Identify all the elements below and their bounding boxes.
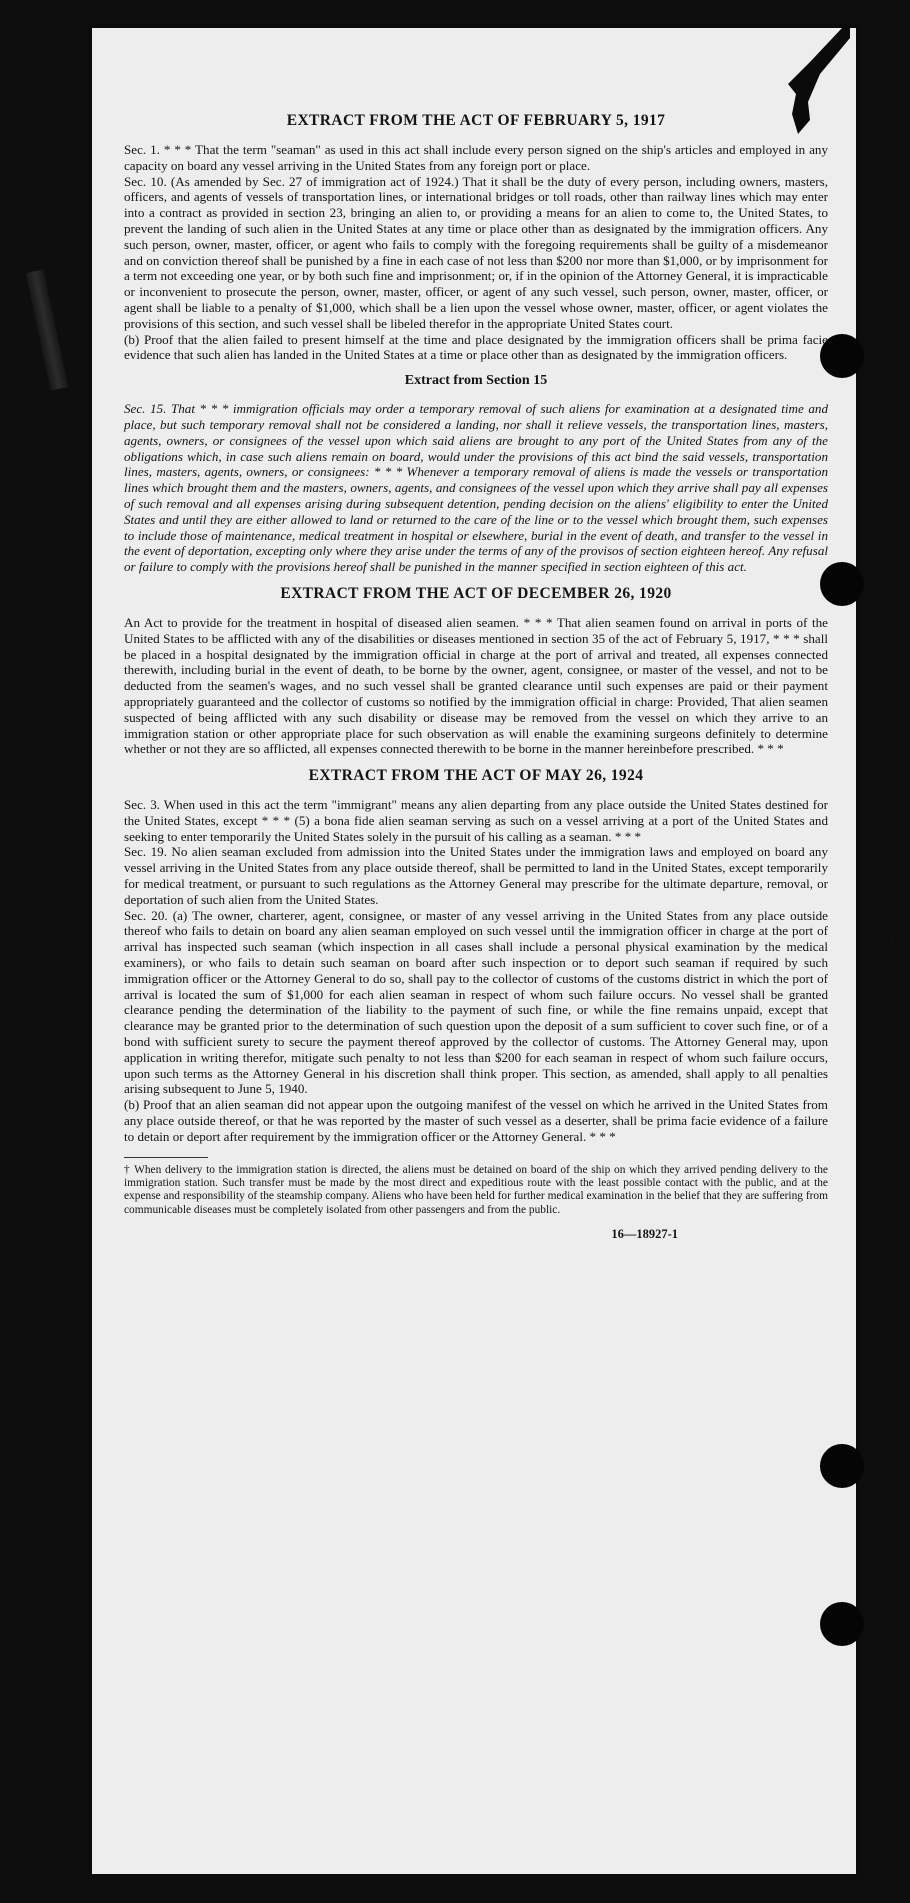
footnote: † When delivery to the immigration station is directed, the aliens must be detained on board of the ship on which they arrived pending delivery to the immigration station. Such transfer must be made by the most direct and expeditious route with the least possible contact with the public, and at the expense and responsibility of the steamship company. Aliens who have been held for further medical examination in the belief that they are suffering from communicable diseases must be completely isolated from other passengers and from the public. — [124, 1163, 828, 1216]
ink-mark: • — [888, 933, 897, 949]
heading-act-1924: EXTRACT FROM THE ACT OF MAY 26, 1924 — [308, 767, 644, 785]
section-10: Sec. 10. (As amended by Sec. 27 of immigration act of 1924.) That it shall be the duty of every person, including owners, masters, officers, and agents of vessels of transportation lines, or international bridges or toll roads, other than railway lines which may enter into a contract as provided in section 23, bringing an alien to, or providing a means for an alien to come to, the United States, to prevent the landing of such alien in the United States at any time or place other than as designated by the immigration officers. Any such person, owner, master, officer, or agent who fails to comply with the foregoing requirements shall be guilty of a misdemeanor and on conviction thereof shall be punished by a fine in each case of not less than $200 nor more than $1,000, or by imprisonment for a term not exceeding one year, or by both such fine and imprisonment; or, if in the opinion of the Attorney General, it is impracticable or inconvenient to prosecute the person, owner, master, officer, or agent of any such vessel, such person, owner, master, officer, or agent shall be liable to a penalty of $1,000, which shall be a lien upon the vessel whose owner, master, officer, or agent violates the provisions of this section, and such vessel shall be libeled therefor in the appropriate United States court. — [124, 173, 828, 331]
heading-section-15: Extract from Section 15 — [404, 373, 548, 389]
document-page — [92, 28, 897, 1874]
section-15: Sec. 15. That * * * immigration officials may order a temporary removal of such aliens for examination at a designated time and place, but such temporary removal shall not be considered a landing, nor shall it relieve vessels, the transportation lines, masters, agents, owners, or consignees of the vessel upon which said aliens are brought to any port of the United States from any of the obligations which, in case such aliens remain on board, would under the provisions of this act bind the said vessels, transportation lines, masters, agents, owners, or consignees: * * * Whenever a temporary removal of aliens is made the vessels or transportation lines which brought them and the masters, owners, agents, and consignees of the vessel upon which they arrive shall pay all expenses of such removal and all expenses arising during subsequent detention, pending decision on the aliens' eligibility to enter the United States and until they are either allowed to land or returned to the care of the line or to the vessel which brought them, such expenses to include those of maintenance, medical treatment in hospital or elsewhere, burial in the event of death, and transfer to the vessel in the event of deportation, excepting only where they arise under the terms of any of the provisos of section eighteen hereof. Any refusal or failure to comply with the provisions hereof shall be punished in the manner specified in section eighteen of this act. — [124, 401, 828, 575]
footnote-divider — [124, 1157, 208, 1158]
section-20a: Sec. 20. (a) The owner, charterer, agent, consignee, or master of any vessel arriving in the United States from any place outside thereof who fails to detain on board any alien seaman employed on such vessel until the immigration officer in charge at the port of arrival has inspected such seaman (which inspection in all cases shall include a personal physical examination by the medical examiners), or who fails to detain such seaman on board after such inspection or to deport such seaman if required by such immigration officer or the Attorney General to do so, shall pay to the collector of customs of the customs district in which the port of arrival is located the sum of $1,000 for each alien seaman in respect of whom such failure occurs. No vessel shall be granted clearance pending the determination of the liability to the payment of such fine, or while the fine remains unpaid, except that clearance may be granted prior to the determination of such question upon the deposit of a sum sufficient to cover such fine, or of a bond with sufficient surety to secure the payment thereof approved by the collector of customs. The Attorney General may, upon application in writing therefor, mitigate such penalty to not less than $200 for each seaman in respect of whom such failure occurs, upon such terms as the Attorney General in his discretion shall think proper. This section, as amended, shall apply to all penalties arising subsequent to June 5, 1940. — [124, 907, 828, 1097]
scan-shadow — [26, 269, 69, 390]
punch-hole — [820, 1444, 864, 1488]
heading-act-1920: EXTRACT FROM THE ACT OF DECEMBER 26, 1920 — [280, 584, 672, 602]
punch-hole — [820, 1602, 864, 1646]
section-19: Sec. 19. No alien seaman excluded from admission into the United States under the immigration laws and employed on board any vessel arriving in the United States from any place outside thereof, shall be permitted to land in the United States, except temporarily for medical treatment, or pursuant to such regulations as the Attorney General may prescribe for the ultimate departure, removal, or deportation of such alien from the United States. — [124, 844, 828, 907]
ink-mark: ❜ — [892, 913, 897, 929]
heading-act-1917: EXTRACT FROM THE ACT OF FEBRUARY 5, 1917 — [286, 112, 666, 129]
form-number: 16—18927-1 — [611, 1226, 678, 1241]
section-3: Sec. 3. When used in this act the term "immigrant" means any alien departing from any place outside the United States destined for the United States, except * * * (5) a bona fide alien seaman serving as such on a vessel arriving at a port of the United States and seeking to enter temporarily the United States solely in the pursuit of his calling as a seaman. * * * — [124, 797, 828, 844]
section-10b: (b) Proof that the alien failed to present himself at the time and place designated by the immigration officers shall be prima facie evidence that such alien has landed in the United States at a time or place other than as designated by the immigration officers. — [124, 331, 828, 363]
section-20b: (b) Proof that an alien seaman did not appear upon the outgoing manifest of the vessel on which he arrived in the United States from any place outside thereof, or that he was reported by the master of such vessel as a deserter, shall be prima facie evidence of a failure to detain or deport after requirement by the immigration officer or the Attorney General. * * * — [124, 1097, 828, 1144]
act-1920-text: An Act to provide for the treatment in hospital of diseased alien seamen. * * * That alien seamen found on arrival in ports of the United States to be afflicted with any of the disabilities or diseases mentioned in section 35 of the act of February 5, 1917, * * * shall be placed in a hospital designated by the immigration official in charge at the port of arrival and treated, all expenses connected therewith, including burial in the event of death, to be borne by the owner, agent, consignee, or master of the vessel, and not to be deducted from the seamen's wages, and no such vessel shall be granted clearance until such expenses are paid or their payment appropriately guaranteed and the collector of customs so notified by the immigration official in charge: Provided, That alien seamen suspected of being afflicted with any such disability or disease may be removed from the vessel on which they arrive to an immigration station or other appropriate place for such observation as will enable the examining surgeons definitely to determine whether or not they are so afflicted, all expenses connected therewith to be borne in the manner hereinbefore prescribed. * * * — [124, 614, 828, 757]
document-body — [124, 112, 828, 1242]
section-1: Sec. 1. * * * That the term "seaman" as used in this act shall include every person signed on the ship's articles and employed in any capacity on board any vessel arriving in the United States from any foreign port or place. — [124, 142, 828, 173]
